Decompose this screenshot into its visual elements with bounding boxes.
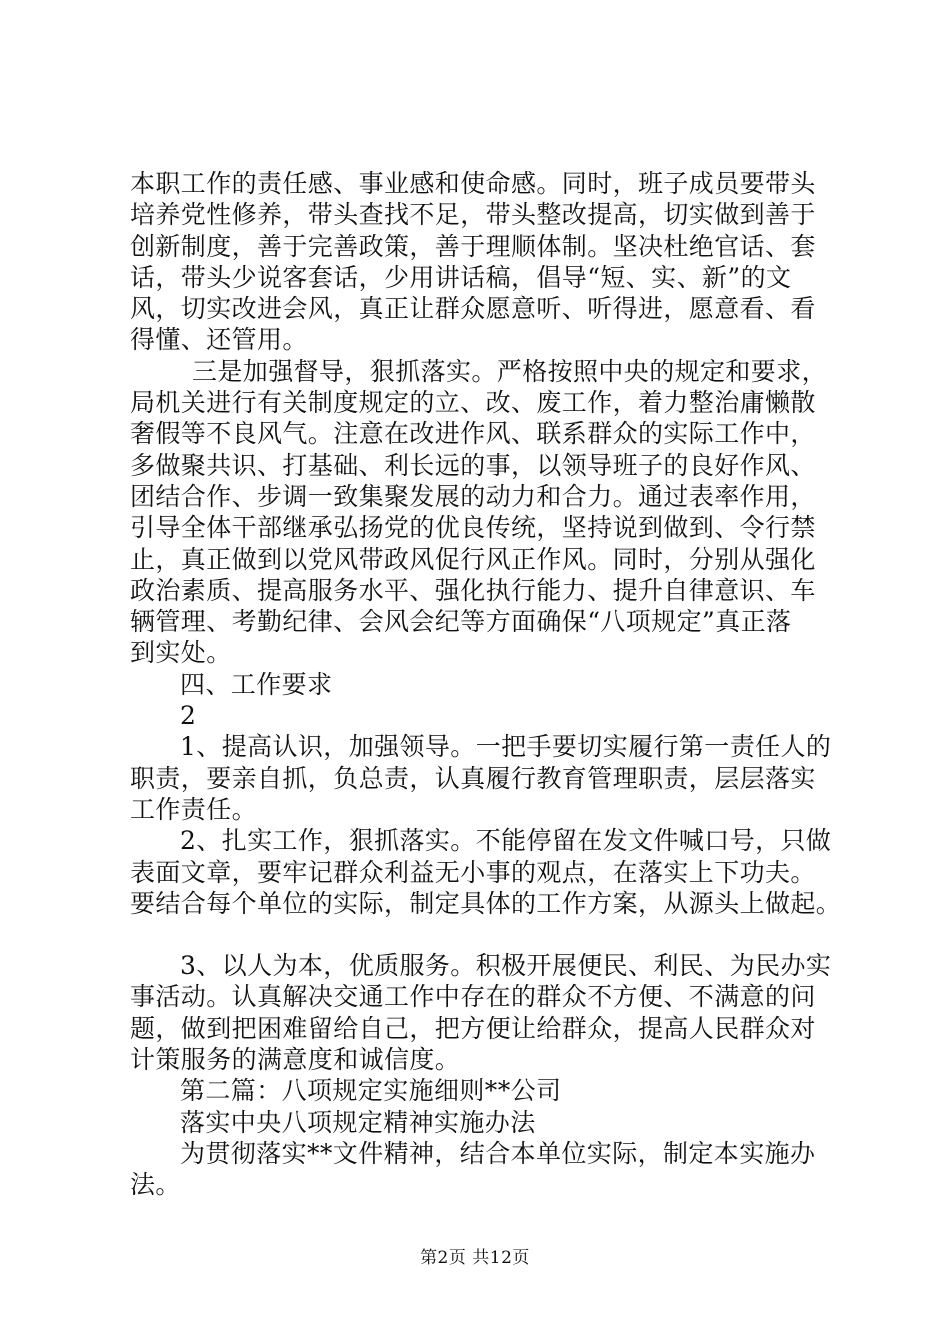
text-line: 风，切实改进会风，真正让群众愿意听、听得进，愿意看、看 [130, 294, 816, 324]
text-line: 局机关进行有关制度规定的立、改、废工作，着力整治庸懒散 [130, 388, 816, 418]
text-line: 表面文章，要牢记群众利益无小事的观点，在落实上下功夫。 [130, 857, 816, 887]
text-line: 引导全体干部继承弘扬党的优良传统，坚持说到做到、令行禁 [130, 513, 816, 543]
text-line: 事活动。认真解决交通工作中存在的群众不方便、不满意的问 [130, 982, 816, 1012]
section-heading: 四、工作要求 [180, 669, 333, 699]
page-number-inline: 2 [180, 701, 197, 731]
text-line: 辆管理、考勤纪律、会风会纪等方面确保“八项规定”真正落 [130, 607, 792, 637]
text-line: 多做聚共识、打基础、利长远的事，以领导班子的良好作风、 [130, 450, 816, 480]
paragraph-gap [130, 919, 830, 950]
text-line: 本职工作的责任感、事业感和使命感。同时，班子成员要带头 [130, 169, 816, 198]
text-line: 三是加强督导，狠抓落实。严格按照中央的规定和要求， [192, 356, 828, 386]
page-footer: 第2页 共12页 [420, 1248, 530, 1268]
text-line: 团结合作、步调一致集聚发展的动力和合力。通过表率作用， [130, 481, 816, 511]
text-line: 话，带头少说客套话，少用讲话稿，倡导“短、实、新”的文 [130, 262, 792, 292]
text-line: 题，做到把困难留给自己，把方便让给群众，提高人民群众对 [130, 1013, 816, 1043]
text-line: 法。 [130, 1170, 181, 1200]
text-line: 政治素质、提高服务水平、强化执行能力、提升自律意识、车 [130, 575, 816, 605]
text-line: 1、提高认识，加强领导。一把手要切实履行第一责任人的 [180, 732, 832, 762]
text-line: 培养党性修养，带头查找不足，带头整改提高，切实做到善于 [130, 200, 816, 230]
text-line: 3、以人为本，优质服务。积极开展便民、利民、为民办实 [180, 951, 832, 981]
text-line: 创新制度，善于完善政策，善于理顺体制。坚决杜绝官话、套 [130, 231, 816, 261]
subtitle: 落实中央八项规定精神实施办法 [180, 1107, 536, 1137]
text-line: 要结合每个单位的实际，制定具体的工作方案，从源头上做起。 [130, 888, 842, 918]
text-line: 止，真正做到以党风带政风促行风正作风。同时，分别从强化 [130, 544, 816, 574]
text-line: 职责，要亲自抓，负总责，认真履行教育管理职责，层层落实 [130, 763, 816, 793]
text-line: 工作责任。 [130, 794, 258, 824]
text-line: 得懂、还管用。 [130, 325, 308, 355]
document-body [130, 168, 842, 1201]
text-line: 奢假等不良风气。注意在改进作风、联系群众的实际工作中， [130, 419, 816, 449]
chapter-title: 第二篇：八项规定实施细则**公司 [180, 1076, 562, 1106]
text-line: 到实处。 [130, 638, 232, 668]
text-line: 2、扎实工作，狠抓落实。不能停留在发文件喊口号，只做 [180, 826, 832, 856]
text-line: 计策服务的满意度和诚信度。 [130, 1045, 461, 1075]
text-line: 为贯彻落实**文件精神，结合本单位实际，制定本实施办 [180, 1138, 816, 1168]
